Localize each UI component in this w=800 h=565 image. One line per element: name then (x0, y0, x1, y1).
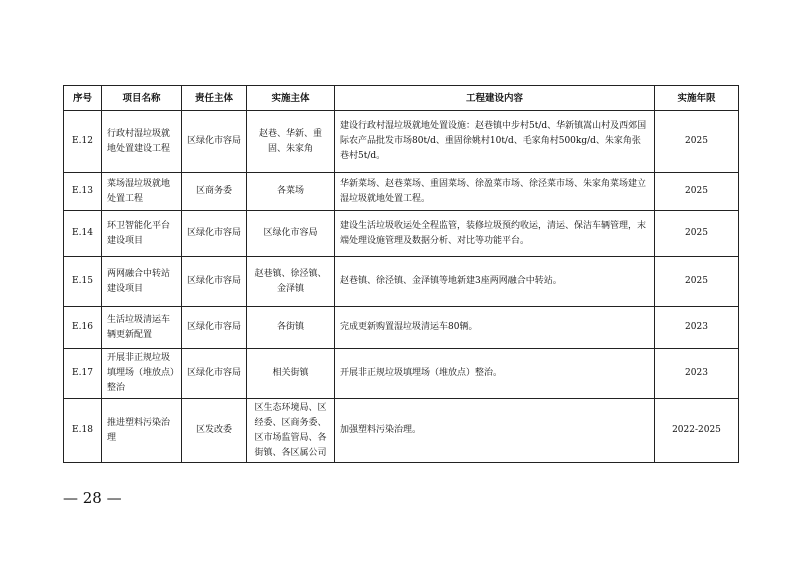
header-id: 序号 (64, 86, 102, 111)
header-content: 工程建设内容 (335, 86, 655, 111)
table-row (64, 111, 739, 173)
cell-impl: 赵巷镇、徐泾镇、金泽镇 (247, 257, 335, 307)
cell-content: 完成更新购置湿垃圾清运车80辆。 (335, 307, 655, 349)
cell-unit: 区发改委 (182, 399, 247, 463)
cell-name: 菜场湿垃圾就地处置工程 (102, 173, 182, 211)
cell-content: 华新菜场、赵巷菜场、重固菜场、徐盈菜市场、徐泾菜市场、朱家角菜场建立湿垃圾就地处置工程。 (335, 173, 655, 211)
cell-content: 开展非正规垃圾填埋场（堆放点）整治。 (335, 349, 655, 399)
cell-year: 2025 (655, 257, 739, 307)
cell-unit: 区绿化市容局 (182, 349, 247, 399)
cell-name: 两网融合中转站建设项目 (102, 257, 182, 307)
cell-unit: 区绿化市容局 (182, 111, 247, 173)
cell-id: E.12 (64, 111, 102, 173)
table-row (64, 257, 739, 307)
cell-id: E.14 (64, 211, 102, 257)
cell-year: 2023 (655, 349, 739, 399)
cell-name: 开展非正规垃圾填埋场（堆放点）整治 (102, 349, 182, 399)
cell-unit: 区商务委 (182, 173, 247, 211)
header-unit: 责任主体 (182, 86, 247, 111)
cell-name: 推进塑料污染治理 (102, 399, 182, 463)
table-row (64, 307, 739, 349)
cell-id: E.18 (64, 399, 102, 463)
header-year: 实施年限 (655, 86, 739, 111)
project-table (63, 85, 739, 463)
cell-unit: 区绿化市容局 (182, 307, 247, 349)
table-row (64, 211, 739, 257)
cell-impl: 区绿化市容局 (247, 211, 335, 257)
cell-id: E.15 (64, 257, 102, 307)
cell-impl: 各街镇 (247, 307, 335, 349)
cell-impl: 赵巷、华新、重固、朱家角 (247, 111, 335, 173)
table-row (64, 173, 739, 211)
table-row (64, 399, 739, 463)
header-name: 项目名称 (102, 86, 182, 111)
cell-content: 赵巷镇、徐泾镇、金泽镇等地新建3座两网融合中转站。 (335, 257, 655, 307)
cell-content: 加强塑料污染治理。 (335, 399, 655, 463)
cell-name: 行政村湿垃圾就地处置建设工程 (102, 111, 182, 173)
cell-unit: 区绿化市容局 (182, 211, 247, 257)
cell-year: 2025 (655, 211, 739, 257)
cell-id: E.17 (64, 349, 102, 399)
header-impl: 实施主体 (247, 86, 335, 111)
cell-name: 生活垃圾清运车辆更新配置 (102, 307, 182, 349)
cell-content: 建设行政村湿垃圾就地处置设施：赵巷镇中步村5t/d、华新镇嵩山村及西郊国际农产品批发市场80t/d、重固徐姚村10t/d、毛家角村500kg/d、朱家角张巷村5t/d。 (335, 111, 655, 173)
cell-id: E.16 (64, 307, 102, 349)
cell-name: 环卫智能化平台建设项目 (102, 211, 182, 257)
table-header-row (64, 86, 739, 111)
cell-year: 2025 (655, 111, 739, 173)
cell-impl: 区生态环境局、区经委、区商务委、区市场监管局、各街镇、各区属公司 (247, 399, 335, 463)
cell-impl: 各菜场 (247, 173, 335, 211)
page-number: — 28 — (63, 489, 122, 507)
cell-year: 2022-2025 (655, 399, 739, 463)
cell-impl: 相关街镇 (247, 349, 335, 399)
cell-year: 2025 (655, 173, 739, 211)
table-row (64, 349, 739, 399)
cell-year: 2023 (655, 307, 739, 349)
cell-id: E.13 (64, 173, 102, 211)
cell-content: 建设生活垃圾收运处全程监管，装修垃圾预约收运，清运、保洁车辆管理，末端处理设施管理及数据分析、对比等功能平台。 (335, 211, 655, 257)
cell-unit: 区绿化市容局 (182, 257, 247, 307)
